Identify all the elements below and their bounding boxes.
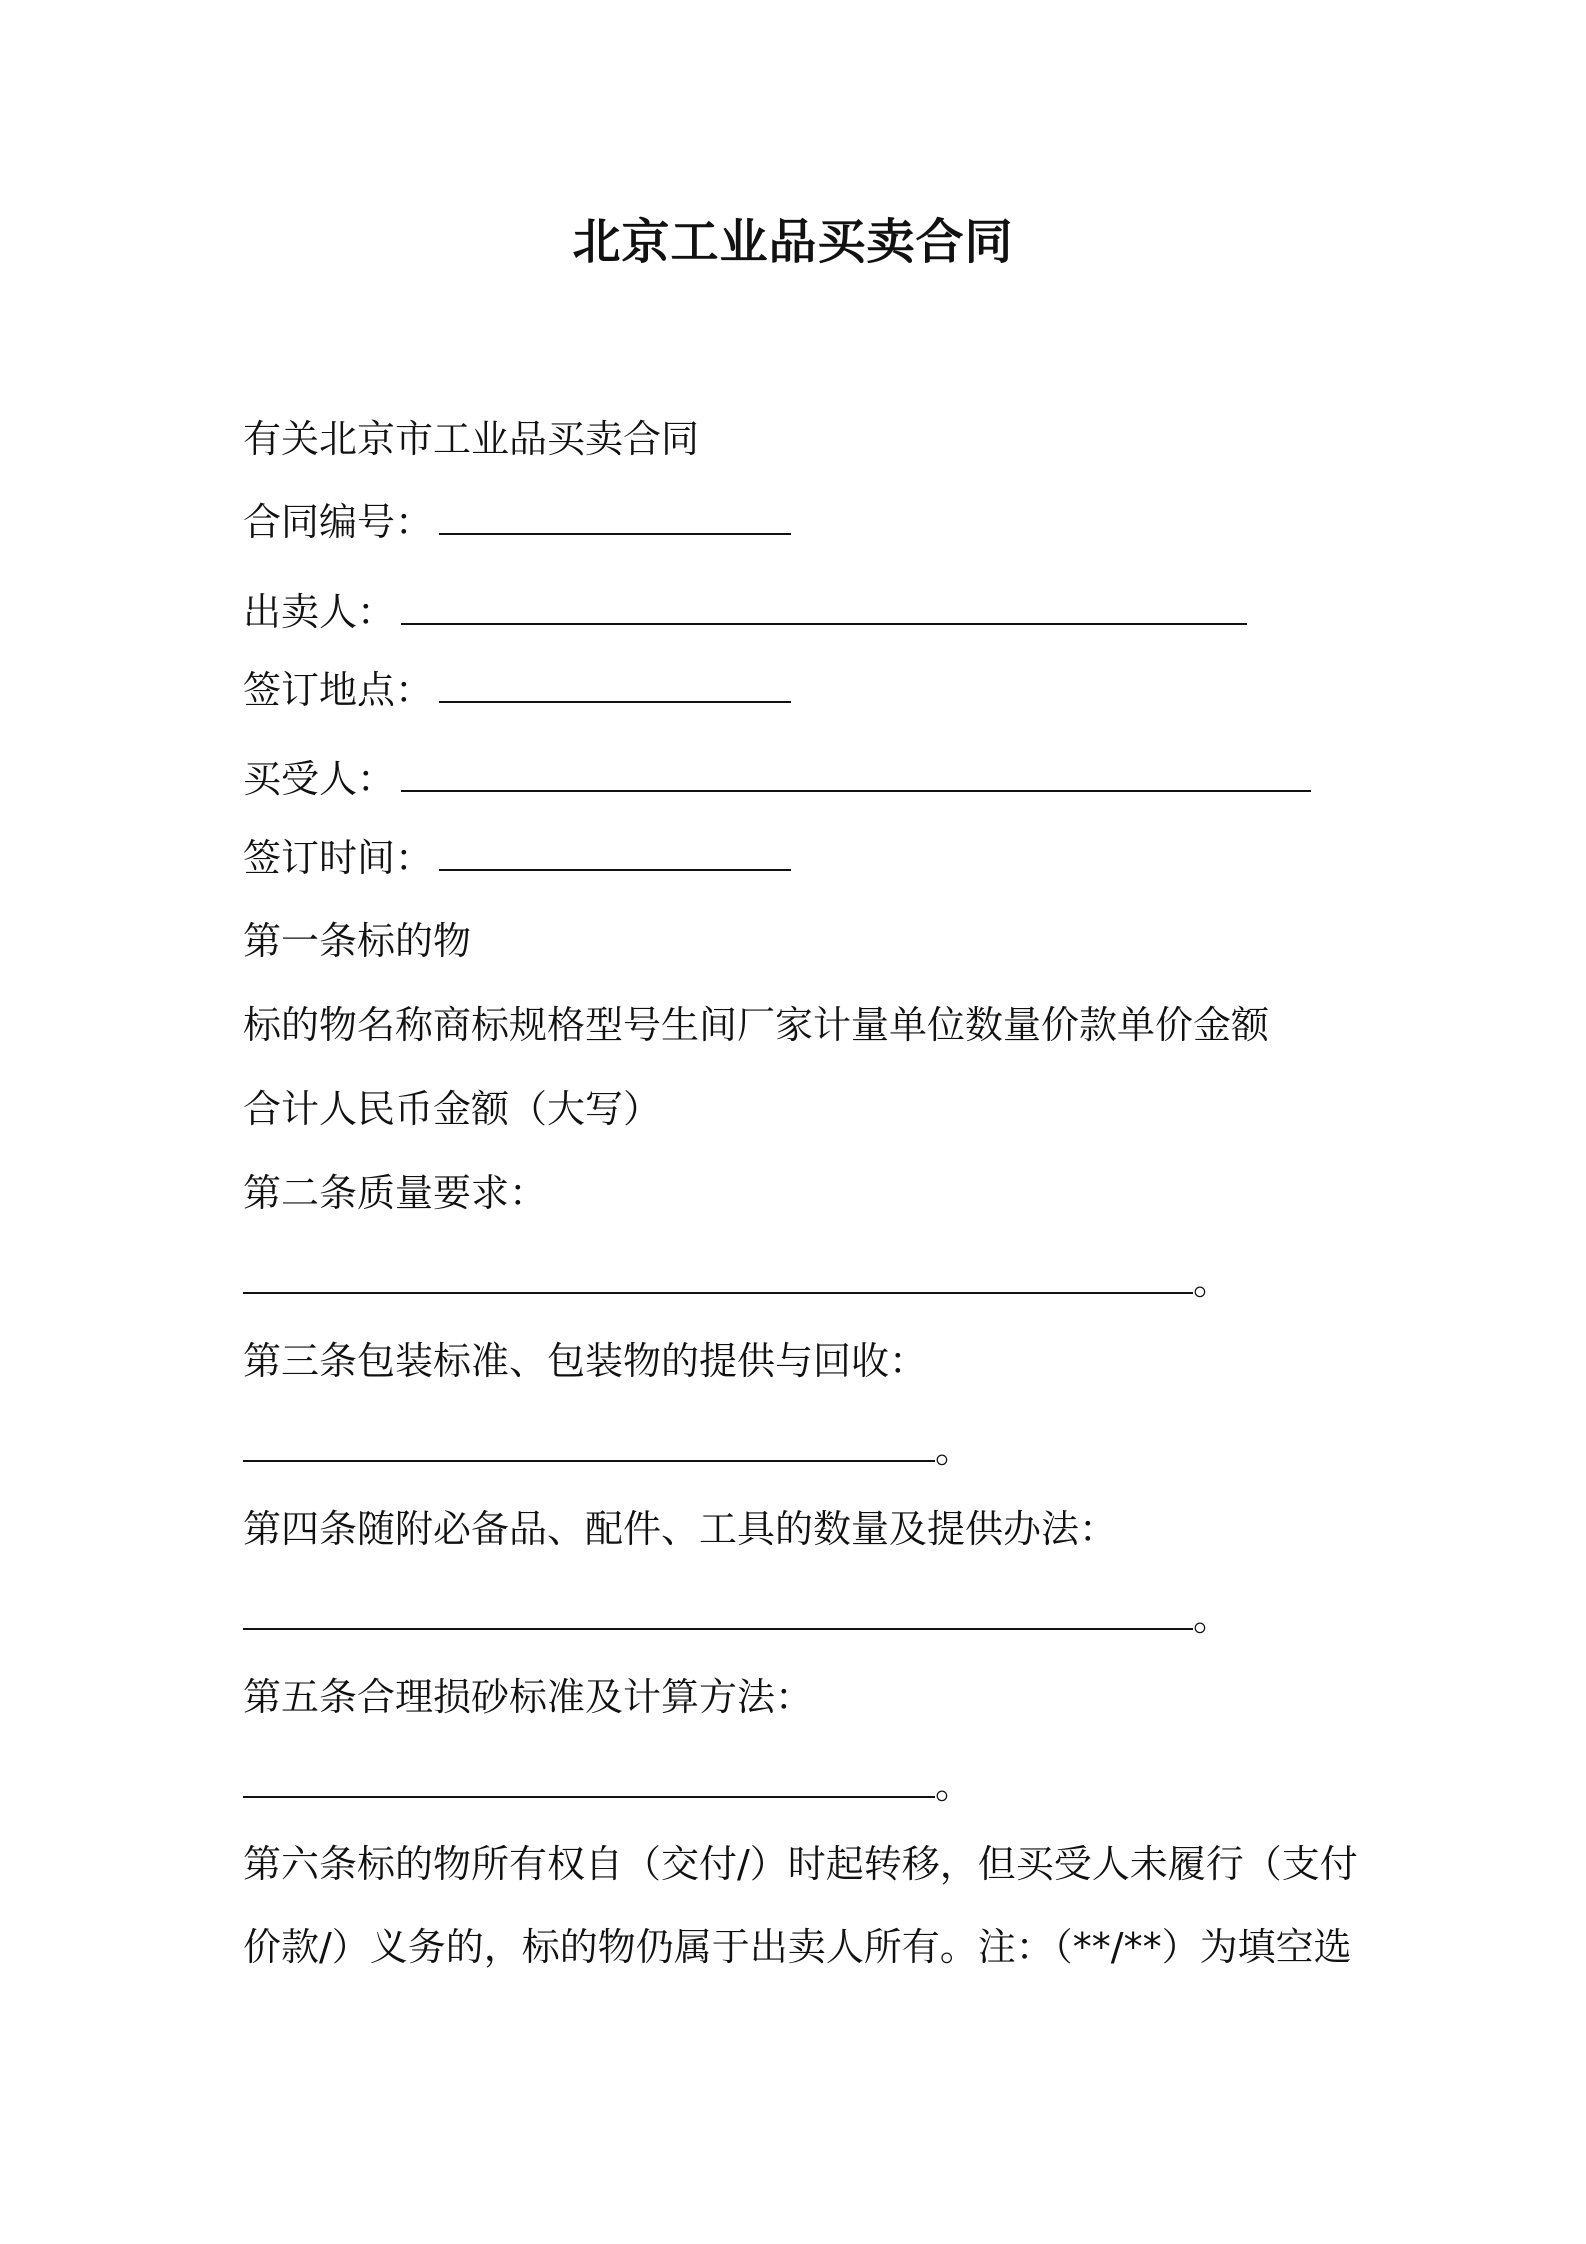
article-3-blank-row — [243, 1424, 973, 1474]
buyer-row — [243, 754, 1311, 804]
seller-label: 出卖人： — [243, 590, 396, 634]
article-4-blank-row — [243, 1592, 1231, 1642]
sign-time-row — [243, 833, 791, 883]
seller-blank — [401, 589, 1247, 625]
article-1-columns: 标的物名称商标规格型号生间厂家计量单位数量价款单价金额 — [243, 1003, 1270, 1047]
article-4-blank — [243, 1594, 1193, 1630]
seller-row — [243, 587, 1247, 637]
buyer-blank — [401, 756, 1311, 792]
contract-no-blank — [439, 499, 791, 535]
article-2-blank — [243, 1258, 1193, 1294]
article-2-blank-row — [243, 1256, 1231, 1306]
article-6-line-2: 价款/）义务的，标的物仍属于出卖人所有。注：（**/**）为填空选 — [243, 1925, 1352, 1969]
article-2-title: 第二条质量要求： — [243, 1171, 548, 1215]
article-1-title: 第一条标的物 — [243, 919, 472, 963]
sign-place-row — [243, 665, 791, 715]
article-5-title: 第五条合理损砂标准及计算方法： — [243, 1675, 814, 1719]
buyer-label: 买受人： — [243, 757, 396, 801]
document-title: 北京工业品买卖合同 — [572, 214, 1014, 270]
article-5-period: 。 — [935, 1763, 974, 1807]
article-5-blank — [243, 1762, 935, 1798]
sign-place-blank — [439, 667, 791, 703]
article-5-blank-row — [243, 1760, 973, 1810]
sign-place-label: 签订地点： — [243, 668, 434, 712]
article-1-total: 合计人民币金额（大写） — [243, 1087, 662, 1131]
article-4-period: 。 — [1193, 1595, 1232, 1639]
sign-time-label: 签订时间： — [243, 836, 434, 880]
intro-line: 有关北京市工业品买卖合同 — [243, 417, 700, 461]
article-2-period: 。 — [1193, 1259, 1232, 1303]
article-3-period: 。 — [935, 1427, 974, 1471]
contract-no-row — [243, 497, 791, 547]
contract-no-label: 合同编号： — [243, 500, 434, 544]
article-3-title: 第三条包装标准、包装物的提供与回收： — [243, 1339, 928, 1383]
article-4-title: 第四条随附必备品、配件、工具的数量及提供办法： — [243, 1507, 1118, 1551]
sign-time-blank — [439, 835, 791, 871]
article-3-blank — [243, 1426, 935, 1462]
article-6-line-1: 第六条标的物所有权自（交付/）时起转移，但买受人未履行（支付 — [243, 1842, 1358, 1886]
